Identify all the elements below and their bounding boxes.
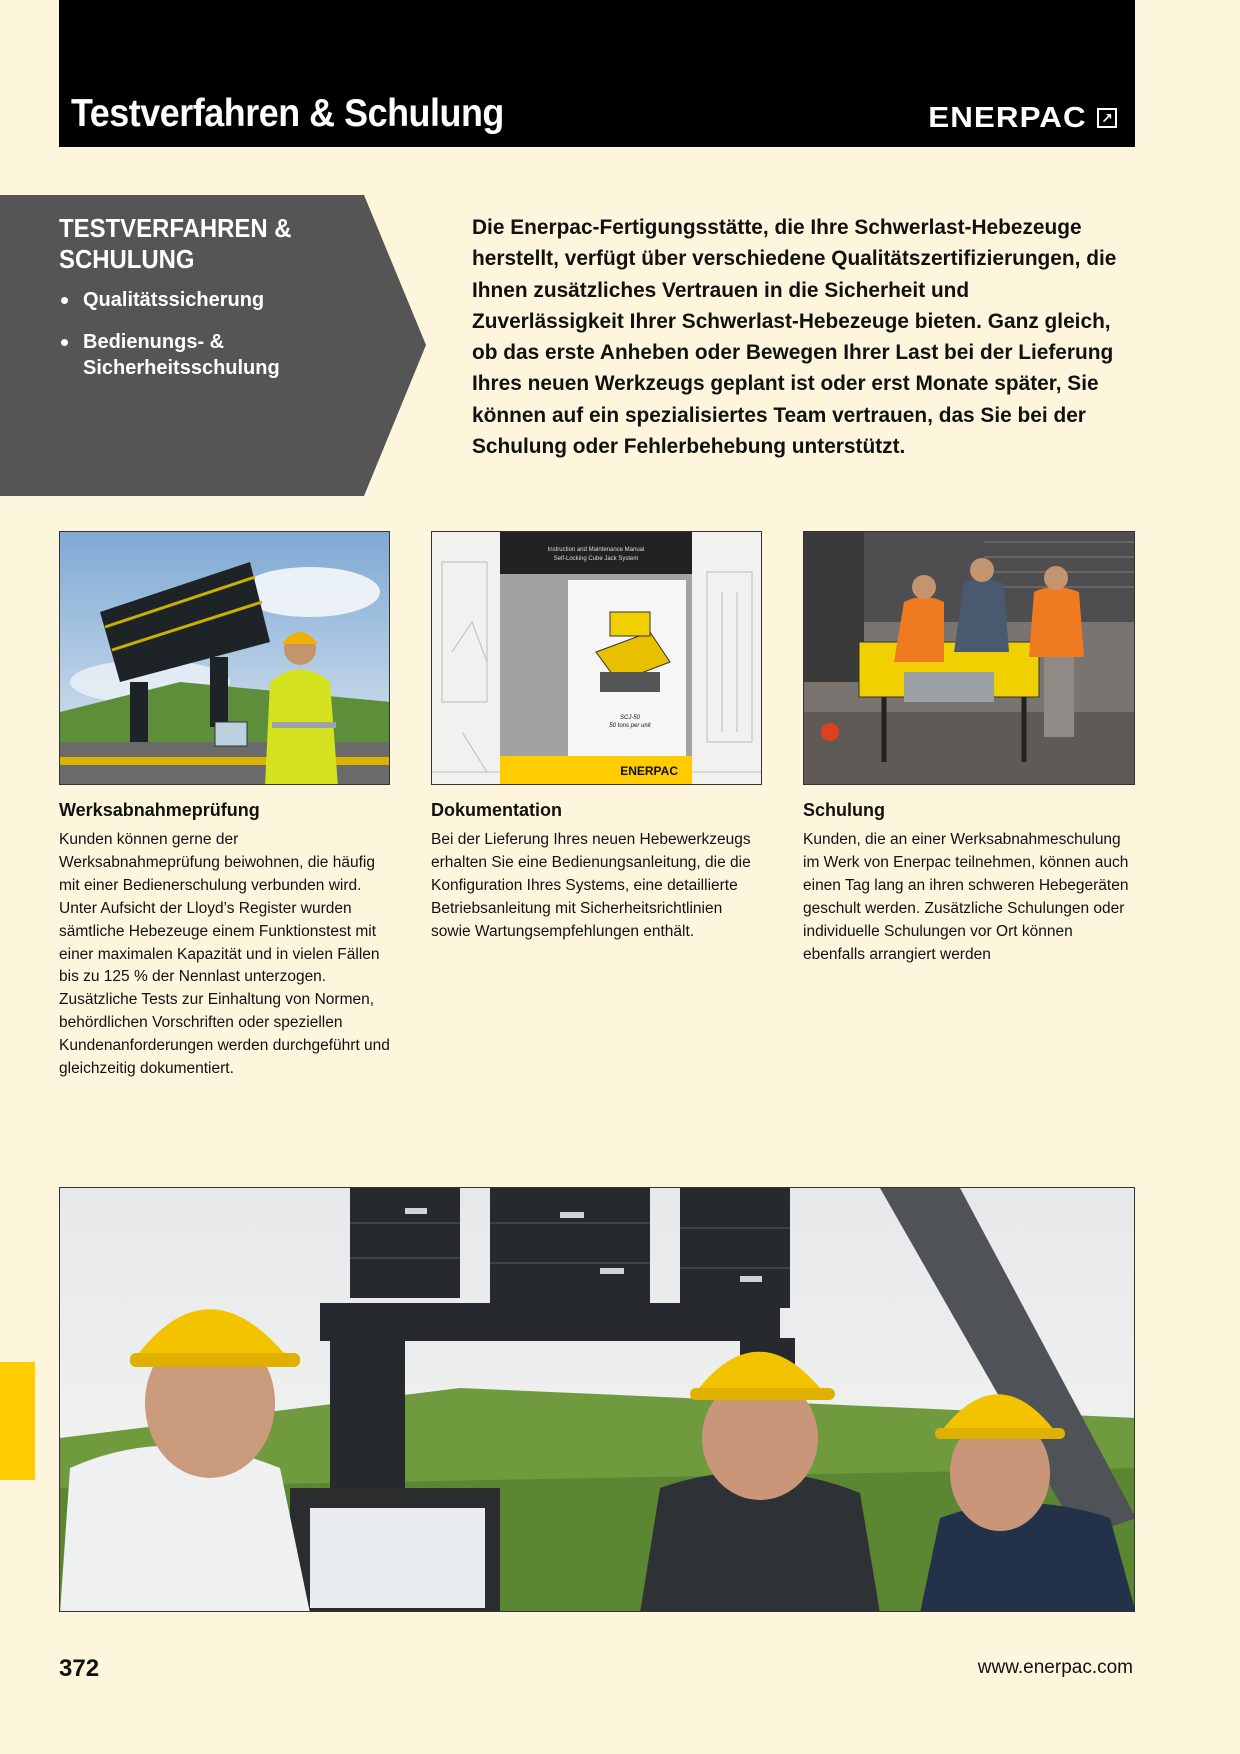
column-title-training: Schulung bbox=[803, 800, 885, 820]
column-title-documentation: Dokumentation bbox=[431, 800, 563, 820]
page-title: Testverfahren & Schulung bbox=[71, 92, 504, 135]
section-tab-marker bbox=[0, 1362, 35, 1480]
topic-list bbox=[59, 287, 359, 381]
column-text-acceptance: Kunden können gerne der Werksabnahmeprüfung beiwohnen, die häufig mit einer Bedienerschulung verbunden wird. Unter Aufsicht der Lloyd’s Register wurden sämtliche Hebezeuge einem Funktionstest mit einer maximalen Kapazität und in vielen Fällen bis zu 125 % der Nennlast unterzogen. Zusätzliche Tests zur Einhaltung von Normen, behördlichen Vorschriften oder speziellen Kundenanforderungen werden durchgeführt und gleichzeitig dokumentiert. bbox=[59, 831, 390, 1078]
manual-model: SCJ-50 bbox=[619, 715, 640, 721]
topic-item-label: Bedienungs- & bbox=[83, 331, 225, 353]
topic-item-label: Qualitätssicherung bbox=[83, 289, 265, 311]
topic-item bbox=[59, 287, 359, 313]
page-number: 372 bbox=[59, 1655, 100, 1682]
photo-manual bbox=[431, 531, 762, 785]
topic-heading-line: TESTVERFAHREN & bbox=[59, 213, 292, 243]
acceptance-test-illustration bbox=[60, 532, 390, 785]
topic-item bbox=[59, 329, 359, 381]
manual-title: Instruction and Maintenance Manual bbox=[547, 547, 645, 553]
manual-subtitle: Self-Locking Cube Jack System bbox=[553, 556, 639, 562]
logo-mark-icon: ↗ bbox=[1097, 108, 1117, 128]
observers-illustration bbox=[60, 1188, 1135, 1612]
manual-cover bbox=[500, 532, 692, 785]
column-text-training: Kunden, die an einer Werksabnahmeschulung im Werk von Enerpac teilnehmen, können auch einen Tag lang an ihren schweren Hebegeräten geschult werden. Zusätzliche Schulungen oder individuelle Schulungen vor Ort können ebenfalls arrangiert werden bbox=[803, 831, 1129, 963]
intro-paragraph: Die Enerpac-Fertigungsstätte, die Ihre Schwerlast-Hebezeuge herstellt, verfügt über verschiedene Qualitätszertifizierungen, die Ihnen zusätzliches Vertrauen in die Sicherheit und Zuverlässigkeit Ihrer Schwerlast-Hebezeuge bieten. Ganz gleich, ob das erste Anheben oder Bewegen Ihrer Last bei der Lieferung Ihres neuen Werkzeugs geplant ist oder erst Monate später, Sie können auf ein spezialisiertes Team vertrauen, das Sie bei der Schulung oder Fehlerbehebung unterstützt. bbox=[472, 215, 1117, 459]
column-text-documentation: Bei der Lieferung Ihres neuen Hebewerkzeugs erhalten Sie eine Bedienungsanleitung, die die Konfiguration Ihres Systems, eine detaillierte Betriebsanleitung mit Sicherheitsrichtlinien sowie Wartungsempfehlungen enthält. bbox=[431, 831, 751, 940]
topic-item-label: Sicherheitsschulung bbox=[83, 357, 280, 379]
topic-heading bbox=[59, 213, 353, 275]
training-illustration bbox=[804, 532, 1135, 785]
topic-heading-line: SCHULUNG bbox=[59, 244, 195, 274]
logo-wordmark: ENERPAC bbox=[928, 101, 1087, 134]
page-header bbox=[59, 0, 1135, 147]
topic-panel bbox=[0, 195, 426, 496]
column-title-acceptance: Werksabnahmeprüfung bbox=[59, 800, 260, 820]
photo-hard-hat-observers bbox=[59, 1187, 1135, 1612]
website-link[interactable]: www.enerpac.com bbox=[977, 1657, 1133, 1678]
jack-illustration bbox=[500, 532, 692, 785]
manual-caption: 50 tons per unit bbox=[609, 723, 651, 729]
manual-brand: ENERPAC bbox=[620, 764, 678, 778]
enerpac-logo bbox=[928, 101, 1117, 134]
photo-training bbox=[803, 531, 1135, 785]
photo-acceptance-test bbox=[59, 531, 390, 785]
